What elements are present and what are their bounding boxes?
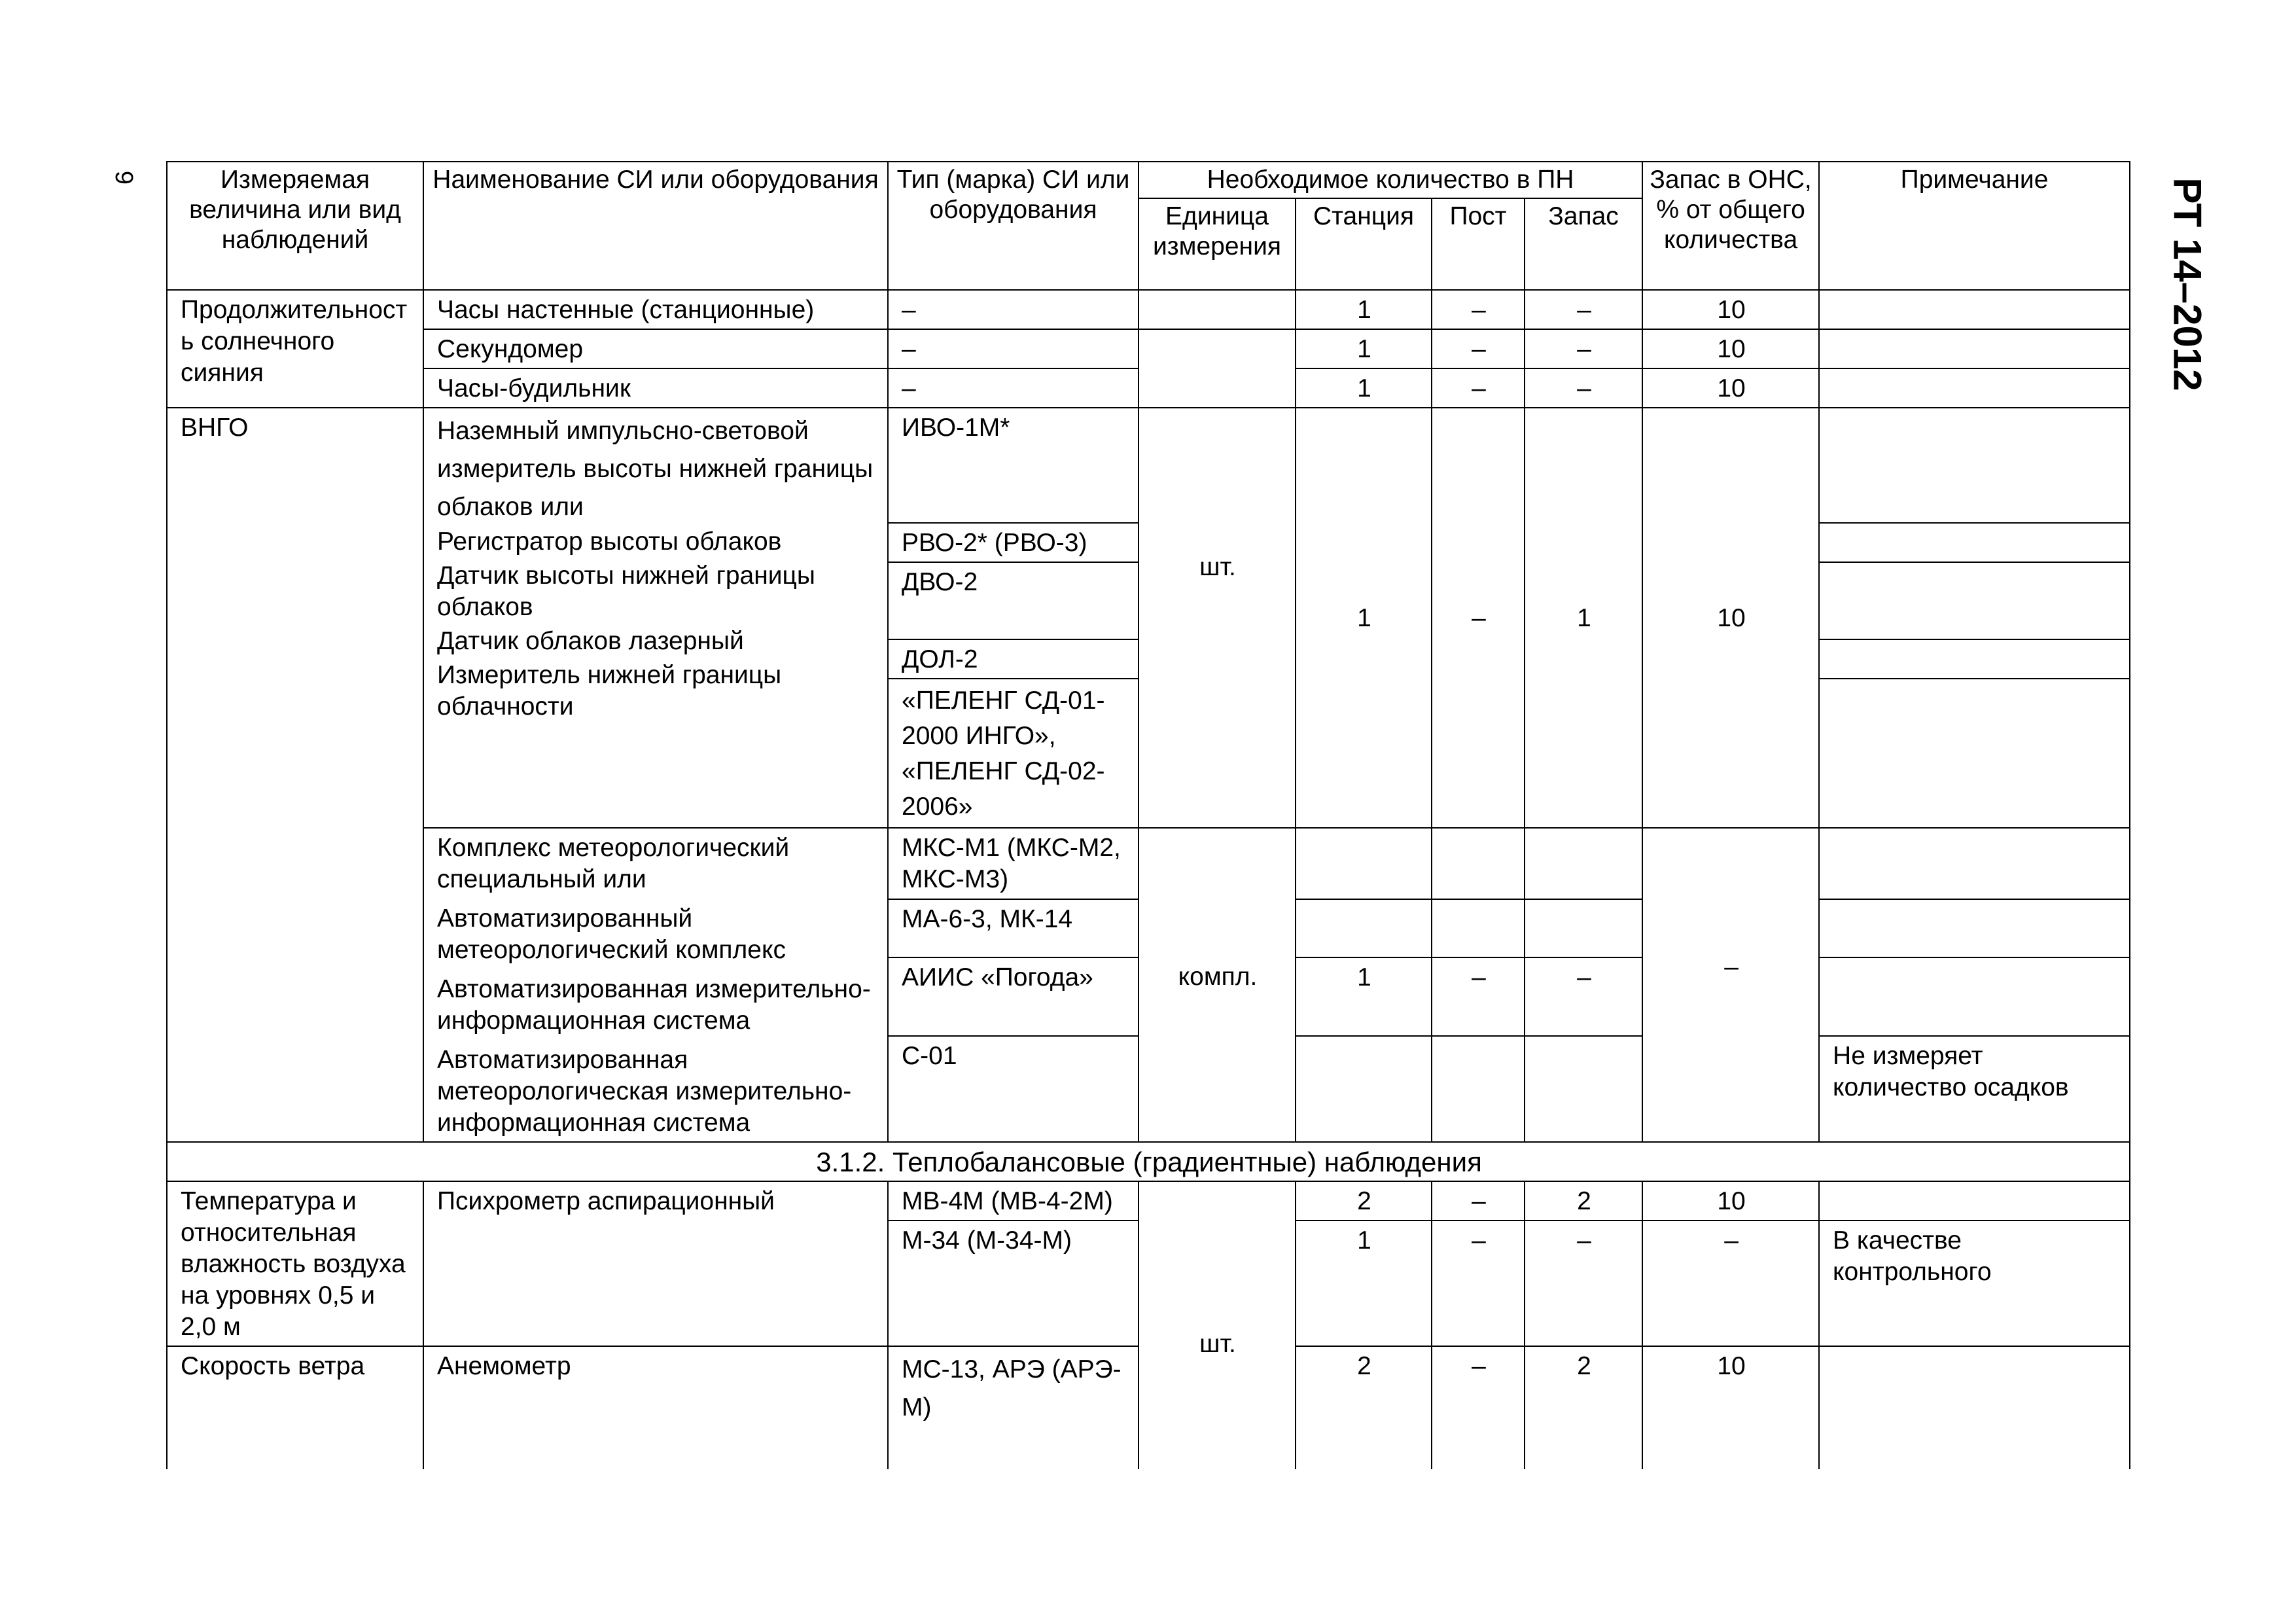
header-reserve: Запас в ОНС, % от общего количества	[1642, 162, 1819, 290]
type-cell: С-01	[888, 1036, 1139, 1142]
name-cell: Анемометр	[423, 1346, 888, 1469]
post-cell: –	[1432, 1346, 1525, 1469]
note-cell	[1819, 1346, 2130, 1469]
table-row	[167, 1181, 2130, 1221]
note-cell	[1819, 679, 2130, 828]
type-cell: МВ-4М (МВ-4-2М)	[888, 1181, 1139, 1221]
name-line: Датчик высоты нижней границы облаков	[437, 562, 815, 621]
quantity-cell: Скорость ветра	[167, 1346, 423, 1469]
header-type: Тип (марка) СИ или оборудования	[888, 162, 1139, 290]
table-row	[167, 290, 2130, 329]
unit-cell: компл.	[1139, 828, 1296, 1142]
type-cell: –	[888, 329, 1139, 368]
reserve-cell: 10	[1642, 408, 1819, 828]
post-cell: –	[1432, 290, 1525, 329]
type-cell: РВО-2* (РВО-3)	[888, 523, 1139, 562]
table-row	[167, 408, 2130, 523]
name-line: Комплекс метеорологический специальный или	[437, 834, 790, 893]
type-cell: АИИС «Погода»	[888, 957, 1139, 1035]
header-name: Наименование СИ или оборудования	[423, 162, 888, 290]
post-cell: –	[1432, 957, 1525, 1035]
type-cell: МС-13, АРЭ (АРЭ-М)	[888, 1346, 1139, 1469]
type-cell: ИВО-1М*	[888, 408, 1139, 523]
note-cell: Не измеряет количество осадков	[1819, 1036, 2130, 1142]
station-cell: 1	[1296, 408, 1432, 828]
unit-cell	[1139, 329, 1296, 408]
post-cell	[1432, 1036, 1525, 1142]
post-cell: –	[1432, 1221, 1525, 1346]
post-cell: –	[1432, 329, 1525, 368]
header-unit: Единица измерения	[1139, 198, 1296, 290]
type-cell: ДОЛ-2	[888, 639, 1139, 679]
spare-cell: –	[1525, 1221, 1642, 1346]
header-station: Станция	[1296, 198, 1432, 290]
name-cell: Секундомер	[423, 329, 888, 368]
name-cell: Часы-будильник	[423, 368, 888, 408]
station-cell: 1	[1296, 290, 1432, 329]
name-line: Автоматизированный метеорологический комплекс	[437, 904, 786, 964]
note-cell	[1819, 408, 2130, 523]
reserve-cell: 10	[1642, 1346, 1819, 1469]
station-cell: 1	[1296, 329, 1432, 368]
header-spare: Запас	[1525, 198, 1642, 290]
type-cell: ДВО-2	[888, 562, 1139, 639]
note-cell	[1819, 329, 2130, 368]
reserve-cell: 10	[1642, 290, 1819, 329]
station-cell	[1296, 1036, 1432, 1142]
unit-cell: шт.	[1139, 1181, 1296, 1469]
header-row-1	[167, 162, 2130, 198]
table-row	[167, 828, 2130, 899]
name-line: Датчик облаков лазерный	[437, 627, 744, 655]
reserve-cell: 10	[1642, 368, 1819, 408]
post-cell	[1432, 828, 1525, 899]
spare-cell: 1	[1525, 408, 1642, 828]
header-quantity: Измеряемая величина или вид наблюдений	[167, 162, 423, 290]
station-cell	[1296, 899, 1432, 957]
note-cell	[1819, 1181, 2130, 1221]
table-row	[167, 329, 2130, 368]
header-required: Необходимое количество в ПН	[1139, 162, 1642, 198]
name-line: Автоматизированная метеорологическая измерительно-информационная система	[437, 1046, 852, 1137]
reserve-cell: –	[1642, 1221, 1819, 1346]
post-cell: –	[1432, 1181, 1525, 1221]
spare-cell	[1525, 1036, 1642, 1142]
quantity-cell: Температура и относительная влажность воздуха на уровнях 0,5 и 2,0 м	[167, 1181, 423, 1346]
post-cell: –	[1432, 408, 1525, 828]
note-cell	[1819, 828, 2130, 899]
station-cell: 1	[1296, 1221, 1432, 1346]
section-title: 3.1.2. Теплобалансовые (градиентные) наблюдения	[167, 1142, 2130, 1181]
type-cell: МА-6-3, МК-14	[888, 899, 1139, 957]
reserve-cell: 10	[1642, 329, 1819, 368]
spare-cell	[1525, 899, 1642, 957]
name-cell: Психрометр аспирационный	[423, 1181, 888, 1346]
spare-cell: –	[1525, 329, 1642, 368]
header-note: Примечание	[1819, 162, 2130, 290]
station-cell: 1	[1296, 957, 1432, 1035]
note-cell	[1819, 523, 2130, 562]
note-cell	[1819, 957, 2130, 1035]
quantity-cell: ВНГО	[167, 408, 423, 1142]
note-cell	[1819, 899, 2130, 957]
page-number: 9	[110, 170, 138, 185]
name-line: Регистратор высоты облаков	[437, 527, 782, 556]
type-cell: –	[888, 368, 1139, 408]
name-cell: Часы настенные (станционные)	[423, 290, 888, 329]
note-cell	[1819, 639, 2130, 679]
section-title-row	[167, 1142, 2130, 1181]
unit-cell	[1139, 290, 1296, 329]
spare-cell: –	[1525, 368, 1642, 408]
document-code: РТ 14–2012	[2165, 177, 2210, 391]
name-line: Измеритель нижней границы облачности	[437, 661, 782, 721]
note-cell	[1819, 290, 2130, 329]
unit-cell: шт.	[1139, 408, 1296, 828]
name-cell	[423, 828, 888, 1142]
spare-cell: –	[1525, 957, 1642, 1035]
type-cell: М-34 (М-34-М)	[888, 1221, 1139, 1346]
spare-cell: 2	[1525, 1346, 1642, 1469]
station-cell: 1	[1296, 368, 1432, 408]
name-cell	[423, 408, 888, 828]
quantity-cell: Продолжительность солнечного сияния	[167, 290, 423, 408]
name-line: Автоматизированная измерительно-информационная система	[437, 975, 871, 1035]
reserve-cell: 10	[1642, 1181, 1819, 1221]
note-cell	[1819, 562, 2130, 639]
note-cell	[1819, 368, 2130, 408]
header-post: Пост	[1432, 198, 1525, 290]
post-cell: –	[1432, 368, 1525, 408]
station-cell: 2	[1296, 1181, 1432, 1221]
type-cell: «ПЕЛЕНГ СД-01-2000 ИНГО», «ПЕЛЕНГ СД-02-2006»	[888, 679, 1139, 828]
reserve-cell: –	[1642, 828, 1819, 1142]
spare-cell: –	[1525, 290, 1642, 329]
station-cell: 2	[1296, 1346, 1432, 1469]
spare-cell	[1525, 828, 1642, 899]
spare-cell: 2	[1525, 1181, 1642, 1221]
name-line: Наземный импульсно-световой измеритель высоты нижней границы облаков или	[437, 417, 874, 521]
station-cell	[1296, 828, 1432, 899]
type-cell: МКС-М1 (МКС-М2, МКС-М3)	[888, 828, 1139, 899]
note-cell: В качестве контрольного	[1819, 1221, 2130, 1346]
post-cell	[1432, 899, 1525, 957]
equipment-table	[166, 161, 2130, 1469]
type-cell: –	[888, 290, 1139, 329]
